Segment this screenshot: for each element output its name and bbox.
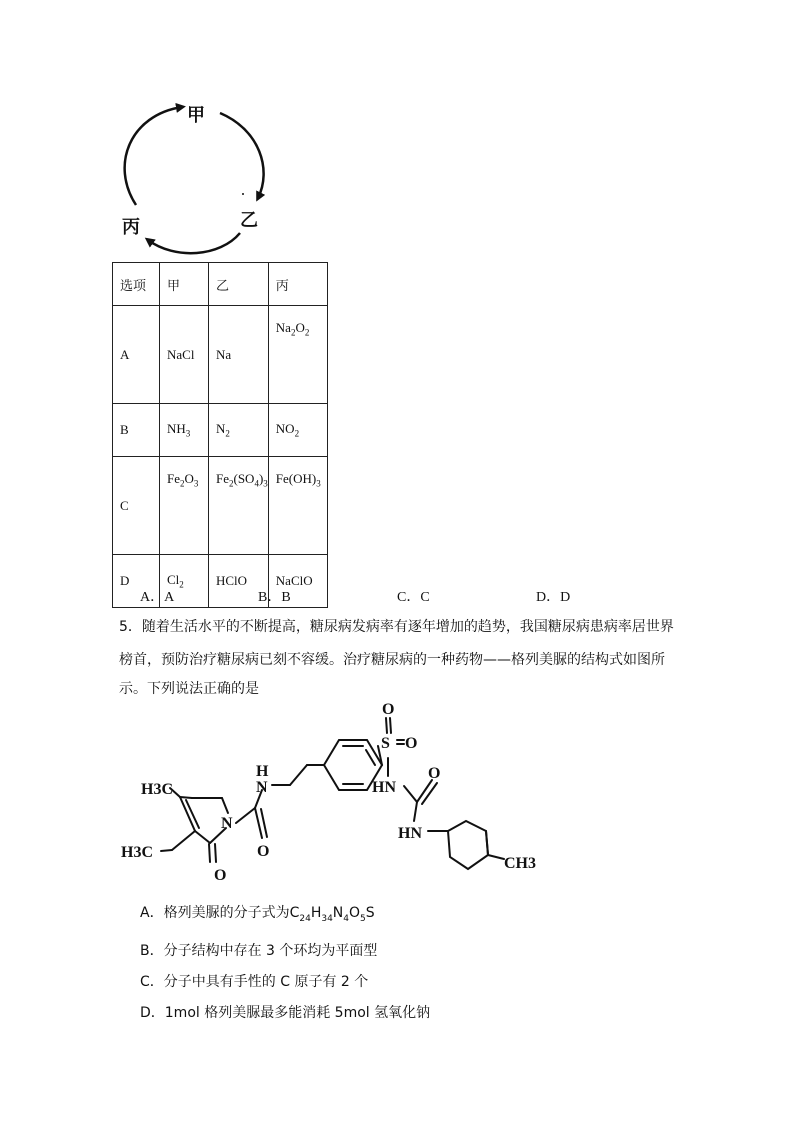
q5-option-a: A．格列美脲的分子式为$C_{24}H_{34}N_4O_5S$ (140, 905, 375, 924)
atom-o-right: O (405, 735, 418, 752)
table-row (113, 404, 328, 457)
table-cell-bing: $Fe(OH)_3$ (268, 457, 327, 555)
table-cell-option: B (113, 404, 160, 457)
table-cell-yi: HClO (209, 555, 269, 608)
cycle-arrow-left (125, 107, 182, 205)
table-cell-yi: $Fe_2(SO_4)_3$ (209, 457, 269, 555)
table-cell-bing: $Na_2O_2$ (268, 306, 327, 404)
table-cell-option: D (113, 555, 160, 608)
q4-choice-c: C．C (397, 590, 430, 605)
cycle-node-yi: 乙 (240, 210, 258, 231)
atom-h3c-top: H3C (141, 781, 173, 798)
q4-choice-d: D．D (536, 590, 571, 605)
q5-option-c: C．分子中具有手性的 C 原子有 2 个 (140, 974, 369, 990)
atom-n-amide: N (256, 779, 268, 796)
question-5-line2: 榜首，预防治疗糖尿病已刻不容缓。治疗糖尿病的一种药物——格列美脲的结构式如图所 (119, 652, 665, 668)
table-cell-option: A (113, 306, 160, 404)
table-cell-jia: NaCl (160, 306, 209, 404)
table-header-cell: 乙 (209, 263, 269, 306)
table-cell-option: C (113, 457, 160, 555)
options-table (112, 262, 328, 608)
atom-o-amide: O (257, 843, 270, 860)
question-5-line1: 5．随着生活水平的不断提高，糖尿病发病率有逐年增加的趋势，我国糖尿病患病率居世界 (119, 619, 674, 635)
atom-o-top: O (382, 701, 395, 718)
table-cell-bing: NaClO (268, 555, 327, 608)
table-row (113, 457, 328, 555)
cycle-arrow-bottom (148, 233, 240, 253)
cycle-node-bing: 丙 (122, 217, 140, 238)
table-cell-bing: $NO_2$ (268, 404, 327, 457)
table-header-cell: 丙 (268, 263, 327, 306)
atom-ch3-right: CH3 (504, 855, 536, 872)
atom-hn-cyclohexyl: HN (398, 825, 422, 842)
table-cell-yi: $N_2$ (209, 404, 269, 457)
glimepiride-structure (110, 700, 550, 890)
table-row (113, 306, 328, 404)
q4-choice-b: B．B (258, 590, 291, 605)
atom-hn-sulfonyl: HN (372, 779, 396, 796)
question-5-line3: 示。下列说法正确的是 (119, 681, 259, 697)
table-cell-jia: $NH_3$ (160, 404, 209, 457)
atom-o-urea: O (428, 765, 441, 782)
table-cell-yi: Na (209, 306, 269, 404)
cycle-arrow-right (220, 113, 264, 198)
atom-h-amide: H (256, 763, 269, 780)
table-cell-jia: $Fe_2O_3$ (160, 457, 209, 555)
q5-option-b: B．分子结构中存在 3 个环均为平面型 (140, 943, 378, 959)
table-header-cell: 选项 (113, 263, 160, 306)
atom-n-ring: N (221, 815, 233, 832)
table-header-cell: 甲 (160, 263, 209, 306)
table-header-row (113, 263, 328, 306)
table-cell-jia: $Cl_2$ (160, 555, 209, 608)
atom-o-ring: O (214, 867, 227, 884)
cycle-node-jia: 甲 (187, 105, 205, 126)
atom-s: S (381, 735, 390, 752)
q5-option-d: D．1mol 格列美脲最多能消耗 5mol 氢氧化钠 (140, 1005, 431, 1021)
atom-h3c-bottom: H3C (121, 844, 153, 861)
q4-choice-a: A．A (140, 590, 175, 605)
